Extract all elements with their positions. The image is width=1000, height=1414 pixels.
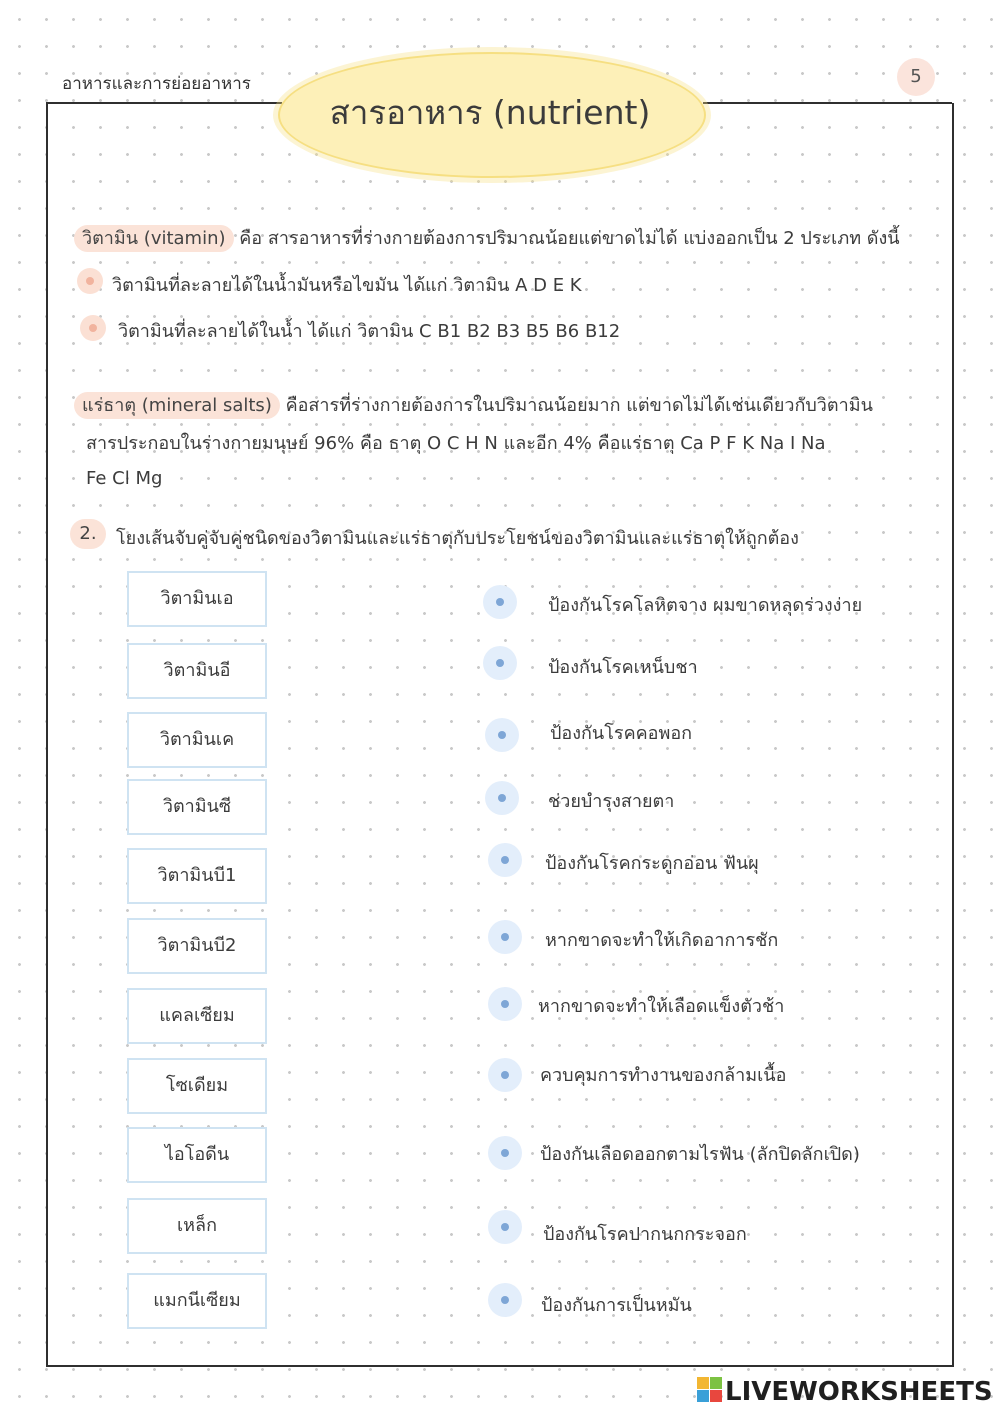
match-dot-11[interactable] — [488, 1283, 522, 1317]
benefit-4: ช่วยบำรุงสายตา — [548, 791, 675, 812]
question-text: โยงเส้นจับคู่จับคู่ชนิดของวิตามินและแร่ธาตุกับประโยชน์ของวิตามินและแร่ธาตุให้ถูกต้อง — [116, 528, 799, 549]
match-dot-9[interactable] — [488, 1136, 522, 1170]
page-title: สารอาหาร (nutrient) — [329, 93, 651, 132]
page-number: 5 — [897, 58, 935, 96]
benefit-7: หากขาดจะทำให้เลือดแข็งตัวช้า — [538, 996, 785, 1017]
vitamin-type-water: วิตามินที่ละลายได้ในน้ำ ได้แก่ วิตามิน C B1 B2 B3 B5 B6 B12 — [118, 321, 621, 342]
mineral-definition: คือสารที่ร่างกายต้องการในปริมาณน้อยมาก แต่ขาดไม่ได้เช่นเดียวกับวิตามิน — [285, 395, 873, 416]
match-dot-5[interactable] — [488, 843, 522, 877]
liveworksheets-icon — [697, 1377, 723, 1403]
benefit-3: ป้องกันโรคคอพอก — [550, 723, 693, 744]
match-item-vitamin-b1[interactable]: วิตามินบี1 — [127, 848, 267, 904]
benefit-2: ป้องกันโรคเหน็บชา — [548, 657, 698, 678]
match-dot-3[interactable] — [485, 718, 519, 752]
bullet-icon — [77, 268, 103, 294]
vitamin-definition: คือ สารอาหารที่ร่างกายต้องการปริมาณน้อยแต่ขาดไม่ได้ แบ่งออกเป็น 2 ประเภท ดังนี้ — [239, 228, 900, 249]
match-dot-6[interactable] — [488, 920, 522, 954]
benefit-8: ควบคุมการทำงานของกล้ามเนื้อ — [540, 1065, 787, 1086]
chapter-title: อาหารและการย่อยอาหาร — [62, 74, 251, 94]
match-item-sodium[interactable]: โซเดียม — [127, 1058, 267, 1114]
match-item-vitamin-c[interactable]: วิตามินซี — [127, 779, 267, 835]
mineral-line-1 — [74, 390, 873, 419]
benefit-11: ป้องกันการเป็นหมัน — [541, 1295, 692, 1316]
benefit-5: ป้องกันโรคกระดูกอ่อน ฟันผุ — [545, 853, 759, 874]
match-item-vitamin-a[interactable]: วิตามินเอ — [127, 571, 267, 627]
match-item-magnesium[interactable]: แมกนีเซียม — [127, 1273, 267, 1329]
match-dot-4[interactable] — [485, 781, 519, 815]
match-dot-7[interactable] — [488, 987, 522, 1021]
liveworksheets-text: LIVEWORKSHEETS — [725, 1377, 993, 1407]
frame-top-right — [703, 102, 952, 104]
match-dot-2[interactable] — [483, 646, 517, 680]
mineral-term: แร่ธาตุ (mineral salts) — [74, 392, 280, 419]
question-number: 2. — [70, 519, 106, 549]
benefit-10: ป้องกันโรคปากนกกระจอก — [543, 1224, 747, 1245]
vitamin-type-fat: วิตามินที่ละลายได้ในน้ำมันหรือไขมัน ได้แก่ วิตามิน A D E K — [112, 275, 582, 296]
liveworksheets-logo — [697, 1377, 993, 1407]
vitamin-definition-line — [74, 223, 900, 252]
benefit-1: ป้องกันโรคโลหิตจาง ผมขาดหลุดร่วงง่าย — [548, 595, 863, 616]
match-item-calcium[interactable]: แคลเซียม — [127, 988, 267, 1044]
match-item-vitamin-e[interactable]: วิตามินอี — [127, 643, 267, 699]
benefit-9: ป้องกันเลือดออกตามไรฟัน (ลักปิดลักเปิด) — [540, 1144, 860, 1165]
match-dot-1[interactable] — [483, 585, 517, 619]
match-item-iron[interactable]: เหล็ก — [127, 1198, 267, 1254]
mineral-line-3: Fe Cl Mg — [86, 468, 163, 489]
match-item-iodine[interactable]: ไอโอดีน — [127, 1127, 267, 1183]
match-dot-8[interactable] — [488, 1058, 522, 1092]
frame-top-left — [46, 102, 282, 104]
mineral-line-2: สารประกอบในร่างกายมนุษย์ 96% คือ ธาตุ O C H N และอีก 4% คือแร่ธาตุ Ca P F K Na I Na — [86, 433, 826, 454]
bullet-icon — [80, 315, 106, 341]
match-item-vitamin-k[interactable]: วิตามินเค — [127, 712, 267, 768]
benefit-6: หากขาดจะทำให้เกิดอาการชัก — [545, 930, 779, 951]
vitamin-term: วิตามิน (vitamin) — [74, 225, 234, 252]
match-dot-10[interactable] — [488, 1210, 522, 1244]
match-item-vitamin-b2[interactable]: วิตามินบี2 — [127, 918, 267, 974]
